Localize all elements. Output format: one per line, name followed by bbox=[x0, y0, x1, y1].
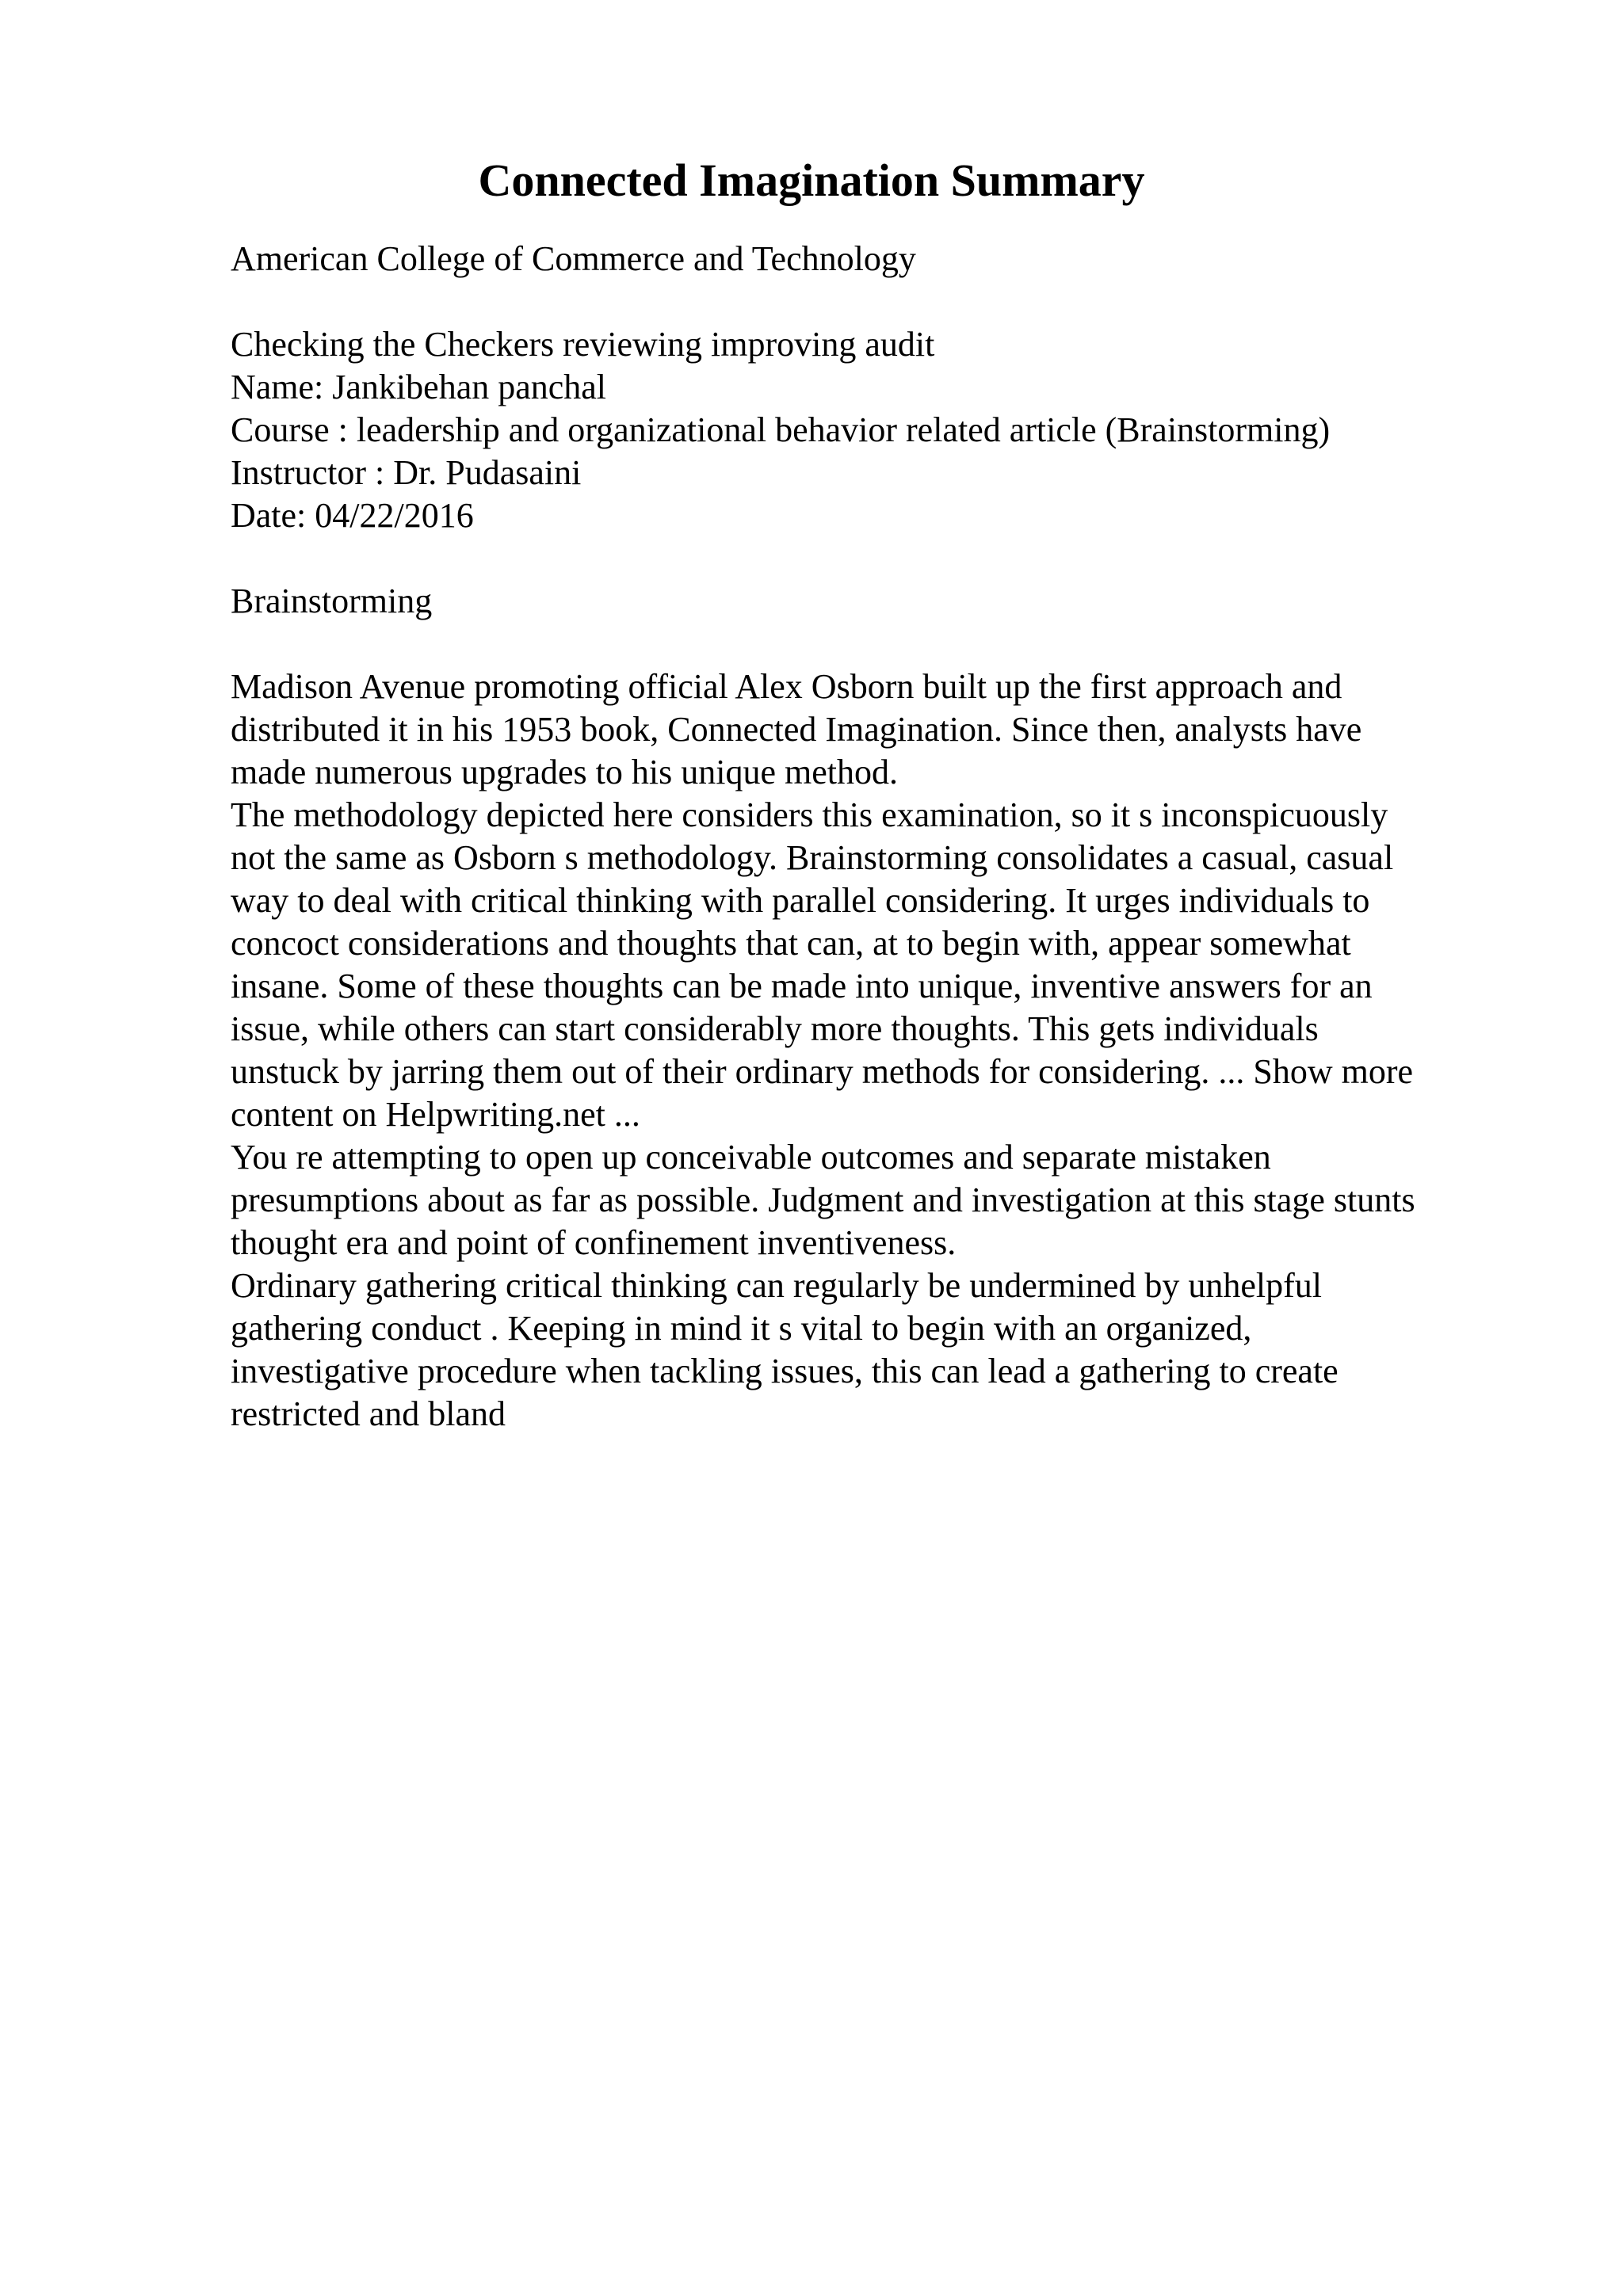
paragraph-line: thought era and point of confinement inventiveness. bbox=[231, 1223, 957, 1262]
document-body bbox=[231, 238, 1514, 1436]
paragraph-line: way to deal with critical thinking with parallel considering. It urges individuals to bbox=[231, 881, 1370, 920]
paragraph-line: You re attempting to open up conceivable outcomes and separate mistaken bbox=[231, 1138, 1271, 1177]
paragraph-line: presumptions about as far as possible. Judgment and investigation at this stage stunts bbox=[231, 1180, 1415, 1219]
paragraph-line: The methodology depicted here considers this examination, so it s inconspicuously bbox=[231, 795, 1388, 834]
paragraph-origin bbox=[231, 666, 1514, 794]
paragraph-line: issue, while others can start considerably more thoughts. This gets individuals bbox=[231, 1009, 1319, 1048]
paragraph-line: concoct considerations and thoughts that can, at to begin with, appear somewhat bbox=[231, 924, 1351, 963]
document-title: Connected Imagination Summary bbox=[478, 154, 1145, 206]
document-meta bbox=[231, 323, 1514, 537]
paragraph-line: made numerous upgrades to his unique method. bbox=[231, 753, 898, 791]
paragraph-line: restricted and bland bbox=[231, 1394, 506, 1433]
meta-date: Date: 04/22/2016 bbox=[231, 496, 474, 535]
paragraph-line: insane. Some of these thoughts can be made into unique, inventive answers for an bbox=[231, 967, 1373, 1005]
paragraph-possibilities bbox=[231, 1136, 1514, 1264]
paragraph-line: Madison Avenue promoting official Alex Osborn built up the first approach and bbox=[231, 667, 1342, 706]
spacer bbox=[231, 537, 1514, 580]
paragraph-group-thinking bbox=[231, 1264, 1514, 1436]
paragraph-methodology bbox=[231, 794, 1514, 1136]
paragraph-line: Ordinary gathering critical thinking can regularly be undermined by unhelpful bbox=[231, 1266, 1322, 1305]
meta-instructor: Instructor : Dr. Pudasaini bbox=[231, 453, 582, 492]
meta-name: Name: Jankibehan panchal bbox=[231, 368, 607, 406]
meta-subject: Checking the Checkers reviewing improving audit bbox=[231, 325, 935, 364]
paragraph-line: distributed it in his 1953 book, Connected Imagination. Since then, analysts have bbox=[231, 710, 1362, 749]
paragraph-line: not the same as Osborn s methodology. Brainstorming consolidates a casual, casual bbox=[231, 838, 1394, 877]
meta-course: Course : leadership and organizational behavior related article (Brainstorming) bbox=[231, 410, 1331, 449]
paragraph-line: unstuck by jarring them out of their ordinary methods for considering. ... Show more bbox=[231, 1052, 1414, 1091]
paragraph-line: content on Helpwriting.net ... bbox=[231, 1095, 640, 1134]
paragraph-line: investigative procedure when tackling issues, this can lead a gathering to create bbox=[231, 1352, 1338, 1390]
spacer bbox=[231, 623, 1514, 666]
institution-name: American College of Commerce and Technology bbox=[231, 239, 916, 278]
spacer bbox=[231, 280, 1514, 323]
section-heading: Brainstorming bbox=[231, 582, 433, 620]
paragraph-line: gathering conduct . Keeping in mind it s vital to begin with an organized, bbox=[231, 1309, 1252, 1348]
